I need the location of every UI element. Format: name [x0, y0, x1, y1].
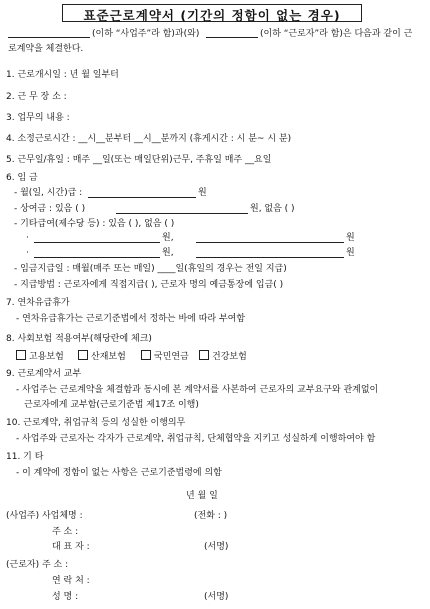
section-job-content: 3. 업무의 내용 : — [6, 113, 70, 123]
intro-worker-text: (이하 “근로자”라 함)은 다음과 같이 근 — [260, 29, 413, 39]
other-pay-row1-dot: · — [26, 233, 29, 243]
worker-name-label: 성 명 : — [52, 592, 79, 602]
payment-method-line: - 지급방법 : 근로자에게 직접지급( ), 근로자 명의 예금통장에 입금( ) — [14, 280, 284, 290]
insurance-employment-option[interactable]: 고용보험 — [16, 350, 64, 363]
employer-phone-label: (전화 : ) — [194, 511, 228, 521]
worker-address-label: (근로자) 주 소 : — [6, 560, 69, 570]
bonus-unit: 원, 없음 ( ) — [250, 204, 295, 214]
other-pay-row2-unit-b: 원 — [346, 248, 355, 258]
wage-base-label: - 월(일, 시간)급 : — [14, 188, 83, 198]
insurance-health-option[interactable]: 건강보험 — [199, 350, 247, 363]
contract-delivery-line2: 근로자에게 교부함(근로기준법 제17조 이행) — [24, 400, 199, 410]
obligation-line1: - 사업주와 근로자는 각자가 근로계약, 취업규칙, 단체협약을 지키고 성실하게 이행하여야 함 — [16, 434, 376, 444]
employer-name-blank — [8, 37, 90, 38]
intro-line2: 로계약을 체결한다. — [8, 44, 84, 54]
bonus-label: - 상여금 : 있음 ( ) — [14, 204, 86, 214]
worker-name-blank — [206, 37, 258, 38]
employer-rep-label: 대 표 자 : — [52, 542, 90, 552]
checkbox-icon[interactable] — [199, 350, 209, 360]
intro-employer-text: (이하 “사업주”라 함)과(와) — [92, 29, 200, 39]
worker-contact-label: 연 락 처 : — [52, 576, 90, 586]
other-pay-label: - 기타급여(제수당 등) : 있음 ( ), 없음 ( ) — [14, 219, 175, 229]
page-title: 표준근로계약서 (기간의 정함이 없는 경우) — [83, 8, 341, 23]
other-pay-row2-unit-a: 원, — [162, 248, 174, 258]
contract-delivery-line1: - 사업주는 근로계약을 체결함과 동시에 본 계약서를 사본하여 근로자의 교부요구와 관계없이 — [16, 385, 379, 395]
other-pay-row1-unit-a: 원, — [162, 233, 174, 243]
checkbox-icon[interactable] — [78, 350, 88, 360]
employer-company-label: (사업주) 사업체명 : — [6, 511, 83, 521]
other-line1: - 이 계약에 정함이 없는 사항은 근로기준법령에 의함 — [16, 468, 222, 478]
insurance-pension-option[interactable]: 국민연금 — [141, 350, 189, 363]
section-start-date: 1. 근로개시일 : 년 월 일부터 — [6, 70, 119, 80]
checkbox-icon[interactable] — [16, 350, 26, 360]
other-pay-row2-blank-a — [34, 257, 160, 258]
section-annual-leave-heading: 7. 연차유급휴가 — [6, 298, 70, 308]
insurance-accident-option[interactable]: 산재보험 — [78, 350, 126, 363]
other-pay-row1-blank-a — [34, 242, 160, 243]
other-pay-row1-unit-b: 원 — [346, 233, 355, 243]
section-other-heading: 11. 기 타 — [6, 452, 44, 462]
other-pay-row1-blank-b — [196, 242, 344, 243]
contract-date: 년 월 일 — [186, 491, 218, 501]
worker-sign-label: (서명) — [204, 592, 229, 602]
wage-base-blank — [88, 197, 196, 198]
bonus-blank — [116, 213, 248, 214]
annual-leave-text: - 연차유급휴가는 근로기준법에서 정하는 바에 따라 부여함 — [16, 314, 246, 324]
section-contract-delivery-heading: 9. 근로계약서 교부 — [6, 369, 82, 379]
section-wage-heading: 6. 임 금 — [6, 173, 38, 183]
title-box — [62, 4, 362, 22]
section-insurance-heading: 8. 사회보험 적용여부(해당란에 체크) — [6, 334, 152, 344]
section-obligation-heading: 10. 근로계약, 취업규칙 등의 성실한 이행의무 — [6, 418, 186, 428]
wage-base-unit: 원 — [198, 188, 207, 198]
checkbox-icon[interactable] — [141, 350, 151, 360]
employer-address-label: 주 소 : — [52, 527, 79, 537]
other-pay-row2-blank-b — [196, 257, 344, 258]
section-workdays: 5. 근무일/휴일 : 매주 __일(또는 매일단위)근무, 주휴일 매주 __요일 — [6, 155, 272, 165]
other-pay-row2-dot: · — [26, 248, 29, 258]
payday-line: - 임금지급일 : 매월(매주 또는 매일) ____일(휴일의 경우는 전일 지급) — [14, 264, 287, 274]
section-workplace: 2. 근 무 장 소 : — [6, 92, 67, 102]
section-work-hours: 4. 소정근로시간 : __시__분부터 __시__분까지 (휴게시간 : 시 분~ 시 분) — [6, 134, 292, 144]
employer-sign-label: (서명) — [204, 542, 229, 552]
